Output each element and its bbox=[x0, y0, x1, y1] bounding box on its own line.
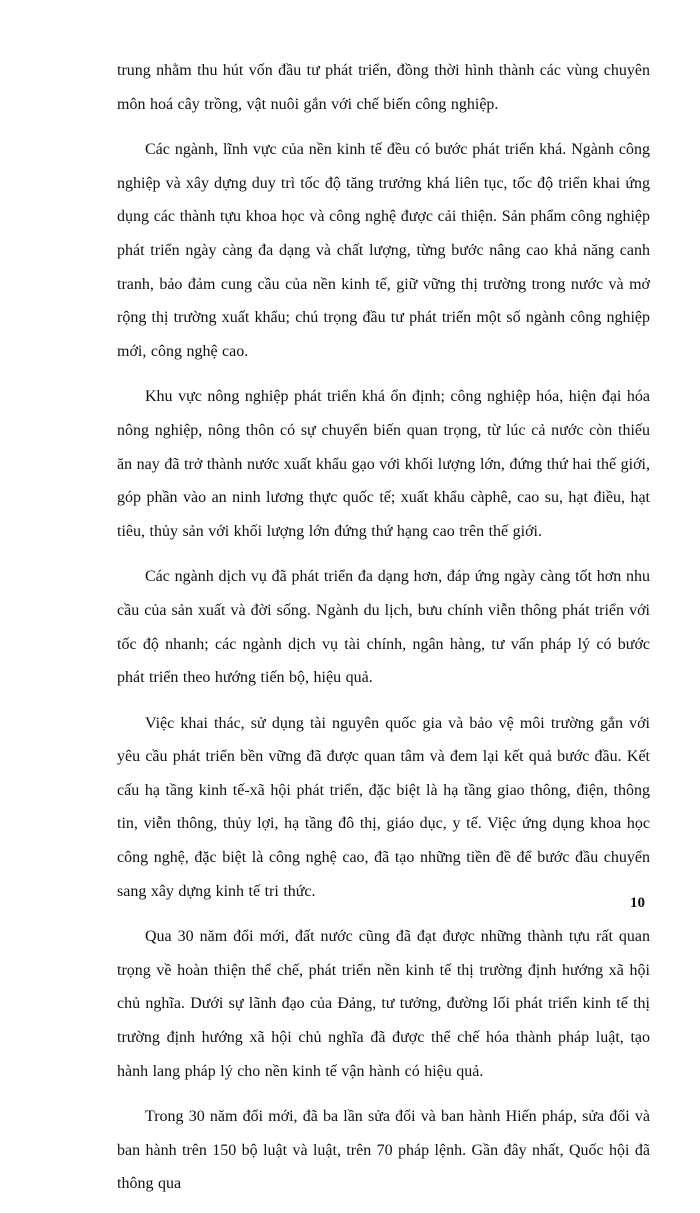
paragraph-5: Việc khai thác, sử dụng tài nguyên quốc gia và bảo vệ môi trường gắn với yêu cầu phát triển bền vững đã được quan tâm và đem lại kết quả bước đầu. Kết cấu hạ tầng kinh tế-xã hội phát triển, đặc biệt là hạ tầng giao thông, điện, thông tin, viễn thông, thủy lợi, hạ tầng đô thị, giáo dục, y tế. Việc ứng dụng khoa học công nghệ, đặc biệt là công nghệ cao, đã tạo những tiền đề để bước đầu chuyển sang xây dựng kinh tế tri thức. bbox=[117, 714, 650, 900]
document-body bbox=[117, 54, 650, 1213]
paragraph-1: trung nhằm thu hút vốn đầu tư phát triển, đồng thời hình thành các vùng chuyên môn hoá cây trồng, vật nuôi gắn với chế biến công nghiệp. bbox=[117, 62, 650, 113]
paragraph-7: Trong 30 năm đổi mới, đã ba lần sửa đổi và ban hành Hiến pháp, sửa đổi và ban hành trên 150 bộ luật và luật, trên 70 pháp lệnh. Gần đây nhất, Quốc hội đã thông qua bbox=[117, 1108, 650, 1193]
page-number: 10 bbox=[630, 895, 645, 911]
paragraph-6: Qua 30 năm đổi mới, đất nước cũng đã đạt được những thành tựu rất quan trọng về hoàn thiện thể chế, phát triển nền kinh tế thị trường định hướng xã hội chủ nghĩa. Dưới sự lãnh đạo của Đảng, tư tưởng, đường lối phát triển kinh tế thị trường định hướng xã hội chủ nghĩa đã được thể chế hóa thành pháp luật, tạo hành lang pháp lý cho nền kinh tế vận hành có hiệu quả. bbox=[117, 928, 650, 1080]
paragraph-2: Các ngành, lĩnh vực của nền kinh tế đều có bước phát triển khá. Ngành công nghiệp và xây dựng duy trì tốc độ tăng trưởng khá liên tục, tốc độ triển khai ứng dụng các thành tựu khoa học và công nghệ được cải thiện. Sản phẩm công nghiệp phát triển ngày càng đa dạng và chất lượng, từng bước nâng cao khả năng canh tranh, bảo đảm cung cầu của nền kinh tế, giữ vững thị trường trong nước và mở rộng thị trường xuất khẩu; chú trọng đầu tư phát triển một số ngành công nghiệp mới, công nghệ cao. bbox=[117, 141, 650, 360]
paragraph-4: Các ngành dịch vụ đã phát triển đa dạng hơn, đáp ứng ngày càng tốt hơn nhu cầu của sản xuất và đời sống. Ngành du lịch, bưu chính viễn thông phát triển với tốc độ nhanh; các ngành dịch vụ tài chính, ngân hàng, tư vấn pháp lý có bước phát triển theo hướng tiến bộ, hiệu quả. bbox=[117, 568, 650, 687]
paragraph-3: Khu vực nông nghiệp phát triển khá ổn định; công nghiệp hóa, hiện đại hóa nông nghiệp, nông thôn có sự chuyển biến quan trọng, từ lúc cả nước còn thiếu ăn nay đã trở thành nước xuất khẩu gạo với khối lượng lớn, đứng thứ hai thế giới, góp phần vào an ninh lương thực quốc tế; xuất khẩu càphê, cao su, hạt điều, hạt tiêu, thủy sản với khối lượng lớn đứng thứ hạng cao trên thế giới. bbox=[117, 388, 650, 540]
